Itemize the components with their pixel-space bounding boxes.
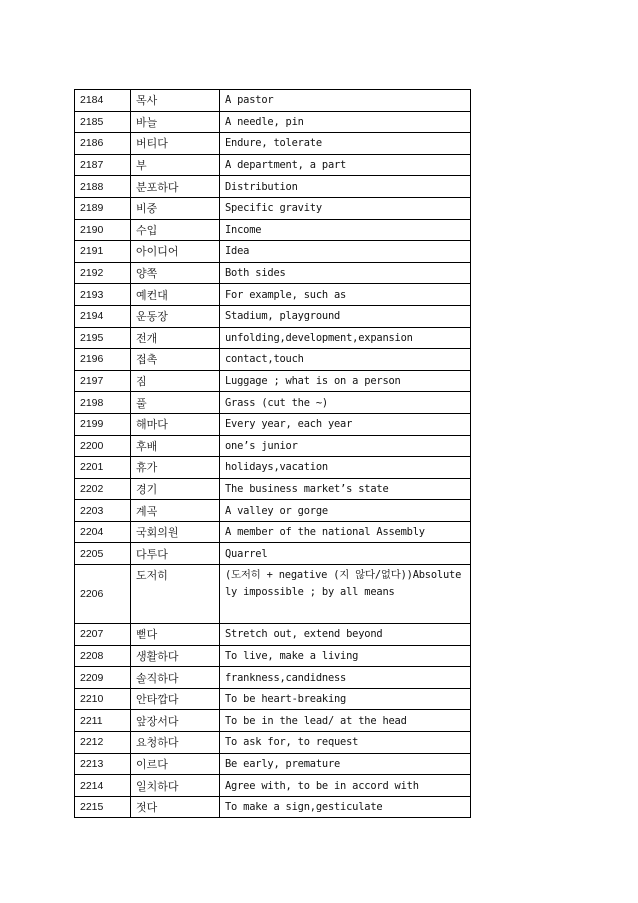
- english-meaning: To live, make a living: [220, 645, 471, 667]
- english-meaning: Be early, premature: [220, 753, 471, 775]
- entry-number: 2211: [75, 710, 131, 732]
- korean-word: 비중: [131, 197, 220, 219]
- table-row: [75, 349, 471, 371]
- english-meaning: Idea: [220, 241, 471, 263]
- entry-number: 2206: [75, 565, 131, 624]
- korean-word: 생활하다: [131, 645, 220, 667]
- table-row: [75, 90, 471, 112]
- english-meaning: For example, such as: [220, 284, 471, 306]
- entry-number: 2203: [75, 500, 131, 522]
- korean-word: 분포하다: [131, 176, 220, 198]
- table-row: [75, 392, 471, 414]
- entry-number: 2196: [75, 349, 131, 371]
- korean-word: 뻗다: [131, 624, 220, 646]
- entry-number: 2195: [75, 327, 131, 349]
- korean-word: 일치하다: [131, 775, 220, 797]
- entry-number: 2204: [75, 521, 131, 543]
- table-row: [75, 327, 471, 349]
- korean-word: 목사: [131, 90, 220, 112]
- korean-word: 예컨대: [131, 284, 220, 306]
- english-meaning: To be heart-breaking: [220, 688, 471, 710]
- entry-number: 2184: [75, 90, 131, 112]
- table-row: [75, 457, 471, 479]
- table-row: [75, 667, 471, 689]
- english-meaning: A valley or gorge: [220, 500, 471, 522]
- entry-number: 2214: [75, 775, 131, 797]
- table-row: [75, 435, 471, 457]
- vocabulary-table: [74, 89, 471, 818]
- korean-word: 도저히: [131, 565, 220, 624]
- table-row: [75, 176, 471, 198]
- entry-number: 2207: [75, 624, 131, 646]
- entry-number: 2201: [75, 457, 131, 479]
- korean-word: 휴가: [131, 457, 220, 479]
- entry-number: 2198: [75, 392, 131, 414]
- english-meaning: unfolding,development,expansion: [220, 327, 471, 349]
- english-meaning: A pastor: [220, 90, 471, 112]
- entry-number: 2202: [75, 478, 131, 500]
- table-row: [75, 262, 471, 284]
- entry-number: 2189: [75, 197, 131, 219]
- entry-number: 2213: [75, 753, 131, 775]
- korean-word: 양쪽: [131, 262, 220, 284]
- table-row: [75, 219, 471, 241]
- english-meaning: holidays,vacation: [220, 457, 471, 479]
- korean-word: 이르다: [131, 753, 220, 775]
- entry-number: 2185: [75, 111, 131, 133]
- table-row: [75, 305, 471, 327]
- entry-number: 2194: [75, 305, 131, 327]
- english-meaning: Distribution: [220, 176, 471, 198]
- korean-word: 짐: [131, 370, 220, 392]
- entry-number: 2210: [75, 688, 131, 710]
- table-row: [75, 645, 471, 667]
- korean-word: 운동장: [131, 305, 220, 327]
- korean-word: 계곡: [131, 500, 220, 522]
- korean-word: 요청하다: [131, 732, 220, 754]
- entry-number: 2193: [75, 284, 131, 306]
- korean-word: 젓다: [131, 796, 220, 818]
- table-row: [75, 478, 471, 500]
- korean-word: 경기: [131, 478, 220, 500]
- entry-number: 2188: [75, 176, 131, 198]
- entry-number: 2197: [75, 370, 131, 392]
- entry-number: 2186: [75, 133, 131, 155]
- english-meaning: frankness,candidness: [220, 667, 471, 689]
- entry-number: 2192: [75, 262, 131, 284]
- korean-word: 안타깝다: [131, 688, 220, 710]
- table-row: [75, 732, 471, 754]
- table-row: [75, 753, 471, 775]
- table-row: [75, 197, 471, 219]
- english-meaning: contact,touch: [220, 349, 471, 371]
- korean-word: 다투다: [131, 543, 220, 565]
- english-meaning: Grass (cut the ~): [220, 392, 471, 414]
- entry-number: 2200: [75, 435, 131, 457]
- english-meaning: Endure, tolerate: [220, 133, 471, 155]
- entry-number: 2212: [75, 732, 131, 754]
- entry-number: 2208: [75, 645, 131, 667]
- table-row: [75, 688, 471, 710]
- korean-word: 후배: [131, 435, 220, 457]
- table-row: [75, 565, 471, 624]
- table-row: [75, 796, 471, 818]
- table-row: [75, 413, 471, 435]
- table-row: [75, 624, 471, 646]
- korean-word: 부: [131, 154, 220, 176]
- korean-word: 아이디어: [131, 241, 220, 263]
- english-meaning: Every year, each year: [220, 413, 471, 435]
- english-meaning: To ask for, to request: [220, 732, 471, 754]
- english-meaning: To make a sign,gesticulate: [220, 796, 471, 818]
- korean-word: 전개: [131, 327, 220, 349]
- korean-word: 국회의원: [131, 521, 220, 543]
- entry-number: 2191: [75, 241, 131, 263]
- english-meaning: (도저히 + negative (지 않다/없다))Absolutely impossible ; by all means: [220, 565, 471, 624]
- english-meaning: Specific gravity: [220, 197, 471, 219]
- english-meaning: Quarrel: [220, 543, 471, 565]
- english-meaning: Stretch out, extend beyond: [220, 624, 471, 646]
- entry-number: 2205: [75, 543, 131, 565]
- english-meaning: A member of the national Assembly: [220, 521, 471, 543]
- english-meaning: Luggage ; what is on a person: [220, 370, 471, 392]
- english-meaning: To be in the lead/ at the head: [220, 710, 471, 732]
- korean-word: 솔직하다: [131, 667, 220, 689]
- entry-number: 2190: [75, 219, 131, 241]
- english-meaning: Income: [220, 219, 471, 241]
- korean-word: 수입: [131, 219, 220, 241]
- table-row: [75, 775, 471, 797]
- korean-word: 해마다: [131, 413, 220, 435]
- entry-number: 2199: [75, 413, 131, 435]
- korean-word: 버티다: [131, 133, 220, 155]
- table-row: [75, 710, 471, 732]
- table-row: [75, 133, 471, 155]
- table-row: [75, 284, 471, 306]
- table-row: [75, 370, 471, 392]
- entry-number: 2187: [75, 154, 131, 176]
- table-row: [75, 543, 471, 565]
- table-row: [75, 154, 471, 176]
- english-meaning: Agree with, to be in accord with: [220, 775, 471, 797]
- table-row: [75, 521, 471, 543]
- english-meaning: A department, a part: [220, 154, 471, 176]
- english-meaning: A needle, pin: [220, 111, 471, 133]
- entry-number: 2215: [75, 796, 131, 818]
- korean-word: 풀: [131, 392, 220, 414]
- english-meaning: Both sides: [220, 262, 471, 284]
- english-meaning: Stadium, playground: [220, 305, 471, 327]
- korean-word: 바늘: [131, 111, 220, 133]
- entry-number: 2209: [75, 667, 131, 689]
- table-row: [75, 500, 471, 522]
- english-meaning: one’s junior: [220, 435, 471, 457]
- english-meaning: The business market’s state: [220, 478, 471, 500]
- table-row: [75, 241, 471, 263]
- korean-word: 접촉: [131, 349, 220, 371]
- table-row: [75, 111, 471, 133]
- korean-word: 앞장서다: [131, 710, 220, 732]
